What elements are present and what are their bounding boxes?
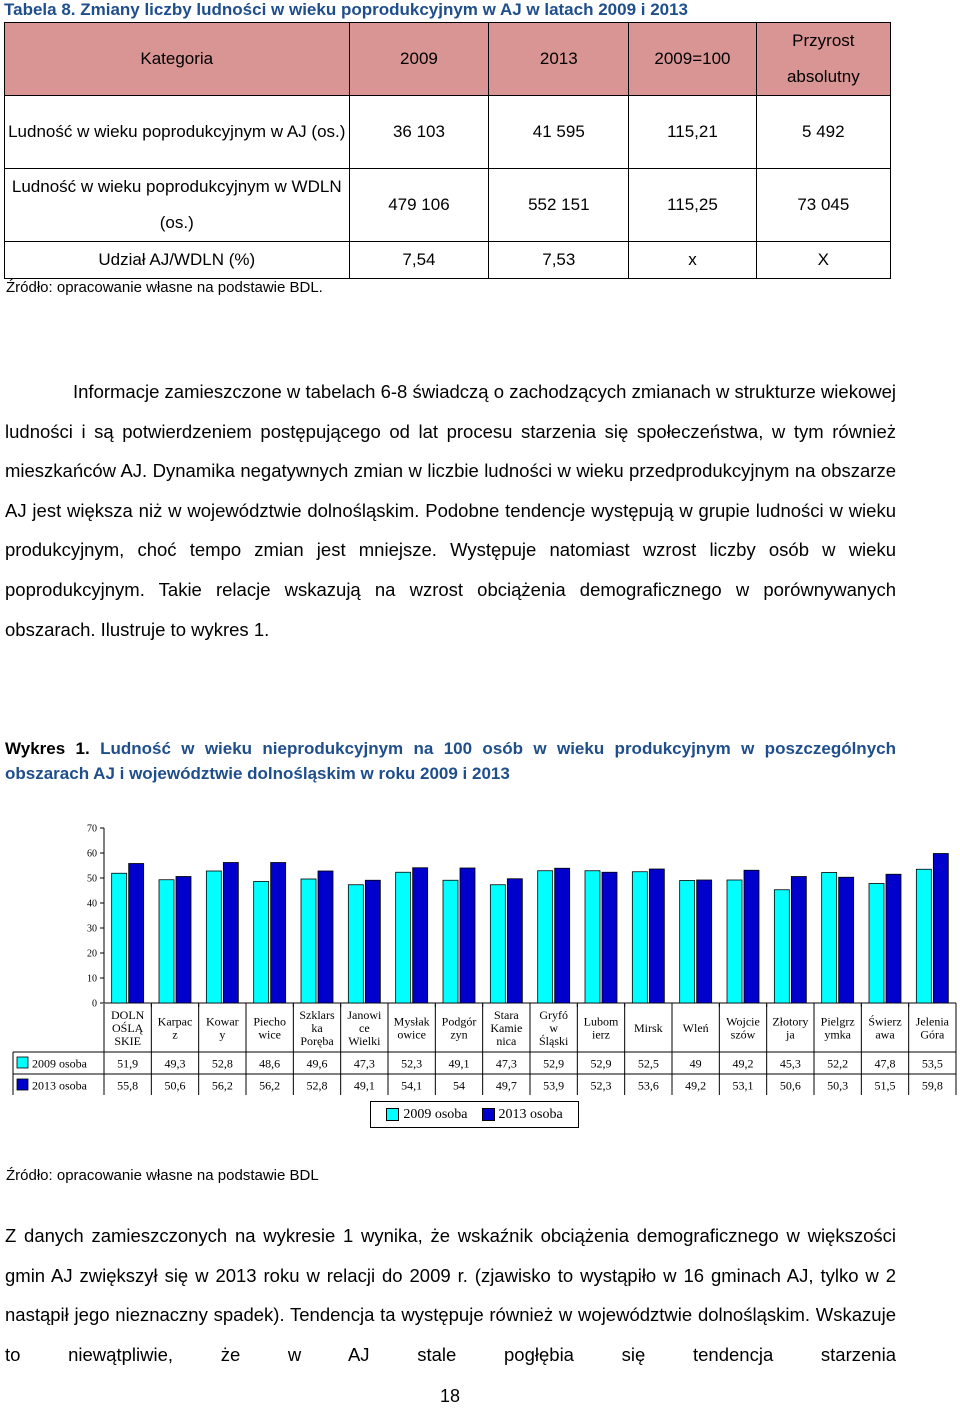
bar [839, 877, 854, 1003]
body-paragraph-1: Informacje zamieszczone w tabelach 6-8 świadczą o zachodzących zmianach w strukturze wiekowej ludności i są potwierdzeniem postępującego od lat procesu starzenia się społeczeństwa, w tym również mieszkańców AJ. Dynamika negatywnych zmian w liczbie ludności w wieku przedprodukcyjnym na obszarze AJ jest większa niż w województwie dolnośląskim. Podobne tendencje występują w grupie ludności w wieku produkcyjnym, choć tempo zmian jest mniejsze. Występuje natomiast wzrost liczby osób w wieku poprodukcyjnym. Takie relacje wskazują na wzrost obciążenia demograficznego w porównywanych obszarach. Ilustruje to wykres 1. [5, 381, 896, 640]
bar [791, 877, 806, 1004]
y-tick-label: 40 [87, 898, 97, 910]
header-2009: 2009 [349, 23, 489, 96]
category-label: ka [311, 1021, 323, 1035]
legend-label-2013: 2013 osoba [498, 1106, 563, 1122]
category-label: Wleń [682, 1021, 709, 1035]
bar [585, 871, 600, 1003]
bar [632, 872, 647, 1003]
bar [869, 884, 884, 1004]
category-label: nica [496, 1034, 517, 1048]
bar [254, 882, 269, 1004]
data-label: 49,7 [495, 1078, 517, 1093]
bar [413, 868, 428, 1003]
category-label: Lubom [583, 1014, 619, 1029]
cell: X [756, 242, 890, 279]
table-caption: Tabela 8. Zmiany liczby ludności w wieku poprodukcyjnym w AJ w latach 2009 i 2013 [4, 0, 689, 19]
category-label: Złotory [772, 1014, 809, 1029]
bar [916, 869, 931, 1003]
category-label: OŚLĄ [111, 1021, 144, 1035]
cell: 73 045 [756, 169, 890, 242]
bar [727, 880, 742, 1003]
category-label: awa [875, 1027, 895, 1042]
category-label: Podgór [441, 1014, 477, 1029]
row-label: Ludność w wieku poprodukcyjnym w WDLN (os.) [5, 169, 350, 242]
data-label: 53,5 [921, 1056, 943, 1071]
table-row [5, 169, 891, 242]
bar [602, 872, 617, 1003]
row-label: Ludność w wieku poprodukcyjnym w AJ (os.) [5, 96, 350, 169]
data-label: 49,1 [353, 1078, 375, 1093]
data-label: 52,9 [590, 1056, 612, 1071]
category-label: Stara [494, 1008, 519, 1022]
bar [365, 880, 380, 1003]
data-label: 53,9 [543, 1078, 565, 1093]
y-tick-label: 50 [87, 873, 97, 885]
category-label: Mysłak [393, 1014, 430, 1029]
page-number: 18 [440, 1386, 461, 1406]
header-category: Kategoria [5, 23, 350, 96]
bar [507, 879, 522, 1003]
bar [933, 854, 948, 1004]
legend-item-2009 [386, 1107, 467, 1123]
data-label: 51,5 [874, 1078, 896, 1093]
bar [774, 890, 789, 1003]
row-series-name: 2009 osoba [32, 1056, 87, 1071]
bar [112, 873, 127, 1003]
category-label: zyn [450, 1027, 468, 1042]
data-label: 47,3 [353, 1056, 375, 1071]
data-label: 56,2 [259, 1078, 281, 1093]
bar [460, 868, 475, 1003]
cell: 115,25 [629, 169, 756, 242]
table-source: Źródło: opracowanie własne na podstawie BDL. [6, 279, 323, 296]
y-tick-label: 0 [92, 998, 97, 1010]
header-index: 2009=100 [629, 23, 756, 96]
row-swatch [17, 1057, 28, 1068]
bar [396, 872, 411, 1003]
legend-swatch-2013 [482, 1108, 495, 1121]
category-label: Karpac [157, 1014, 193, 1029]
data-label: 54,1 [401, 1078, 423, 1093]
category-label: Wielki [348, 1034, 381, 1048]
y-tick-label: 70 [87, 823, 97, 835]
data-label: 49,6 [306, 1056, 328, 1071]
bar [348, 885, 363, 1003]
y-tick-label: 60 [87, 848, 97, 860]
bar [555, 868, 570, 1003]
data-label: 56,2 [211, 1078, 233, 1093]
category-label: Mirsk [633, 1021, 663, 1035]
data-label: 47,8 [874, 1056, 896, 1071]
cell: 36 103 [349, 96, 489, 169]
category-label: ierz [592, 1027, 610, 1042]
data-label: 52,5 [637, 1056, 659, 1071]
data-label: 52,3 [401, 1056, 423, 1071]
y-tick-label: 30 [87, 923, 97, 935]
data-label: 50,6 [779, 1078, 801, 1093]
bar [886, 874, 901, 1003]
category-label: owice [397, 1027, 426, 1042]
paragraph-2-text: Z danych zamieszczonych na wykresie 1 wynika, że wskaźnik obciążenia demograficznego w większości gmin AJ zwiększył się w 2013 roku w relacji do 2009 r. (zjawisko to wystąpiło w 16 gminach AJ, tylko w 2 nastąpił jego nieznaczny spadek). Tendencja ta występuje również w województwie dolnośląskim. Wskazuje to niewątpliwie, że w AJ stale pogłębia się tendencja starzenia [5, 1225, 896, 1365]
row-label: Udział AJ/WDLN (%) [5, 242, 350, 279]
cell: 7,54 [349, 242, 489, 279]
header-2013: 2013 [489, 23, 629, 96]
category-label: y [219, 1027, 226, 1042]
category-label: Poręba [300, 1034, 334, 1048]
bar [206, 871, 221, 1003]
bar-chart [0, 800, 960, 1095]
row-series-name: 2013 osoba [32, 1078, 87, 1093]
data-label: 53,6 [637, 1078, 659, 1093]
cell: 7,53 [489, 242, 629, 279]
chart-legend [370, 1101, 579, 1128]
bar [129, 864, 144, 1004]
category-label: Szklars [299, 1008, 335, 1022]
bar [318, 871, 333, 1003]
category-label: ce [359, 1021, 370, 1035]
cell: 5 492 [756, 96, 890, 169]
data-label: 49,1 [448, 1056, 470, 1071]
bar [223, 863, 238, 1004]
bar [271, 863, 286, 1004]
data-label: 52,8 [306, 1078, 328, 1093]
bar [490, 885, 505, 1003]
legend-swatch-2009 [386, 1108, 399, 1121]
y-tick-label: 20 [87, 948, 97, 960]
cell: x [629, 242, 756, 279]
category-label: Kowar [206, 1014, 239, 1029]
bar [744, 870, 759, 1003]
header-growth: Przyrost absolutny [756, 23, 890, 96]
category-label: DOLN [111, 1008, 145, 1022]
cell: 115,21 [629, 96, 756, 169]
table-row [5, 96, 891, 169]
figure-caption [5, 736, 896, 786]
category-label: szów [730, 1027, 756, 1042]
category-label: wice [258, 1027, 281, 1042]
category-label: ja [785, 1027, 795, 1042]
y-tick-label: 10 [87, 973, 97, 985]
data-label: 54 [453, 1078, 465, 1093]
category-label: Piecho [253, 1014, 287, 1029]
legend-item-2013 [482, 1107, 563, 1123]
category-label: Jelenia [915, 1014, 949, 1029]
category-label: w [549, 1021, 559, 1035]
data-label: 51,9 [117, 1056, 139, 1071]
row-swatch [17, 1079, 28, 1090]
data-label: 52,8 [211, 1056, 233, 1071]
data-label: 52,2 [827, 1056, 849, 1071]
figure-title: Ludność w wieku nieprodukcyjnym na 100 osób w wieku produkcyjnym w poszczególnych obszarach AJ i województwie dolnośląskim w roku 2009 i 2013 [5, 739, 896, 783]
data-label: 55,8 [117, 1078, 139, 1093]
category-label: Kamie [490, 1021, 523, 1035]
cell: 552 151 [489, 169, 629, 242]
figure-label: Wykres 1. [5, 739, 90, 758]
data-label: 49,2 [685, 1078, 707, 1093]
data-label: 47,3 [495, 1056, 517, 1071]
category-label: Gryfó [539, 1008, 569, 1022]
data-label: 52,9 [543, 1056, 565, 1071]
data-label: 49,2 [732, 1056, 754, 1071]
bar [697, 880, 712, 1003]
population-table [4, 22, 891, 279]
category-label: Góra [920, 1027, 945, 1042]
cell: 479 106 [349, 169, 489, 242]
table-row [5, 242, 891, 279]
category-label: Wojcie [726, 1014, 760, 1029]
data-label: 50,3 [827, 1078, 849, 1093]
bar [301, 879, 316, 1003]
bar [443, 880, 458, 1003]
category-label: z [172, 1027, 178, 1042]
bar [822, 873, 837, 1004]
bar [159, 880, 174, 1003]
chart-source: Źródło: opracowanie własne na podstawie BDL [6, 1167, 319, 1184]
data-label: 48,6 [259, 1056, 281, 1071]
data-label: 49 [689, 1056, 702, 1071]
data-label: 52,3 [590, 1078, 612, 1093]
category-label: Świerz [868, 1014, 902, 1029]
data-label: 49,3 [164, 1056, 186, 1071]
bar [538, 871, 553, 1003]
data-label: 50,6 [164, 1078, 186, 1093]
category-label: SKIE [114, 1034, 142, 1048]
body-paragraph-2 [5, 1216, 896, 1374]
legend-label-2009: 2009 osoba [403, 1106, 468, 1122]
category-label: Janowi [347, 1008, 382, 1022]
category-label: Pielgrz [820, 1014, 855, 1029]
bar [649, 869, 664, 1003]
category-label: ymka [824, 1027, 852, 1042]
data-label: 59,8 [921, 1078, 943, 1093]
data-label: 45,3 [779, 1056, 801, 1071]
cell: 41 595 [489, 96, 629, 169]
data-label: 53,1 [732, 1078, 754, 1093]
category-label: Śląski [538, 1034, 569, 1048]
bar [176, 877, 191, 1004]
bar [680, 881, 695, 1004]
